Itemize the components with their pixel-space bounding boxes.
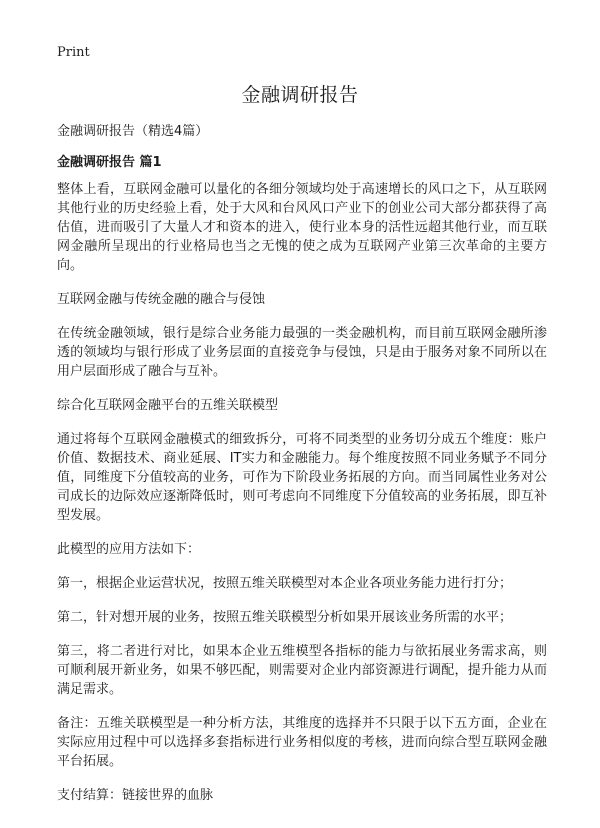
paragraph: 此模型的应用方法如下： — [57, 542, 201, 557]
paragraph-intro: 整体上看，互联网金融可以量化的各细分领域均处于高速增长的风口之下，从互联网其他行业的历史经验上看，处于大风和台风风口产业下的创业公司大部分都获得了高估值，进而吸引了大量人才和资本的进入，使行业本身的活性远超其他行业，而互联网金融所呈现出的行业格局也当之无愧的使之成为互联网产业第三次革命的主要方向。 — [57, 182, 547, 273]
document-subtitle: 金融调研报告（精选4篇） — [57, 124, 209, 139]
document-body — [57, 180, 547, 820]
paragraph-subheading: 互联网金融与传统金融的融合与侵蚀 — [57, 292, 266, 307]
paragraph: 通过将每个互联网金融模式的细致拆分，可将不同类型的业务切分成五个维度：账户价值、数据技术、商业延展、IT实力和金融能力。每个维度按照不同业务赋予不同分值，同维度下分值较高的业务，可作为下阶段业务拓展的方向。而当同属性业务对公司成长的边际效应逐渐降低时，则可考虑向不同维度下分值较高的业务拓展，即互补型发展。 — [57, 432, 547, 523]
paragraph-step: 第一，根据企业运营状况，按照五维关联模型对本企业各项业务能力进行打分； — [57, 576, 513, 591]
paragraph-subheading: 支付结算：链接世界的血脉 — [57, 788, 214, 803]
print-link[interactable]: Print — [57, 45, 90, 60]
paragraph-subheading: 综合化互联网金融平台的五维关联模型 — [57, 398, 279, 413]
document-title: 金融调研报告 — [241, 84, 359, 106]
paragraph-note: 备注：五维关联模型是一种分析方法，其维度的选择并不只限于以下五方面，企业在实际应用过程中可以选择多套指标进行业务相似度的考核，进而向综合型互联网金融平台拓展。 — [57, 716, 547, 769]
paragraph-step: 第二，针对想开展的业务，按照五维关联模型分析如果开展该业务所需的水平； — [57, 610, 513, 625]
paragraph: 在传统金融领域，银行是综合业务能力最强的一类金融机构，而目前互联网金融所渗透的领域均与银行形成了业务层面的直接竞争与侵蚀，只是由于服务对象不同所以在用户层面形成了融合与互补。 — [57, 326, 547, 379]
section-heading: 金融调研报告 篇1 — [57, 155, 162, 170]
paragraph-step: 第三，将二者进行对比，如果本企业五维模型各指标的能力与欲拓展业务需求高，则可顺利展开新业务，如果不够匹配，则需要对企业内部资源进行调配，提升能力从而满足需求。 — [57, 644, 547, 697]
